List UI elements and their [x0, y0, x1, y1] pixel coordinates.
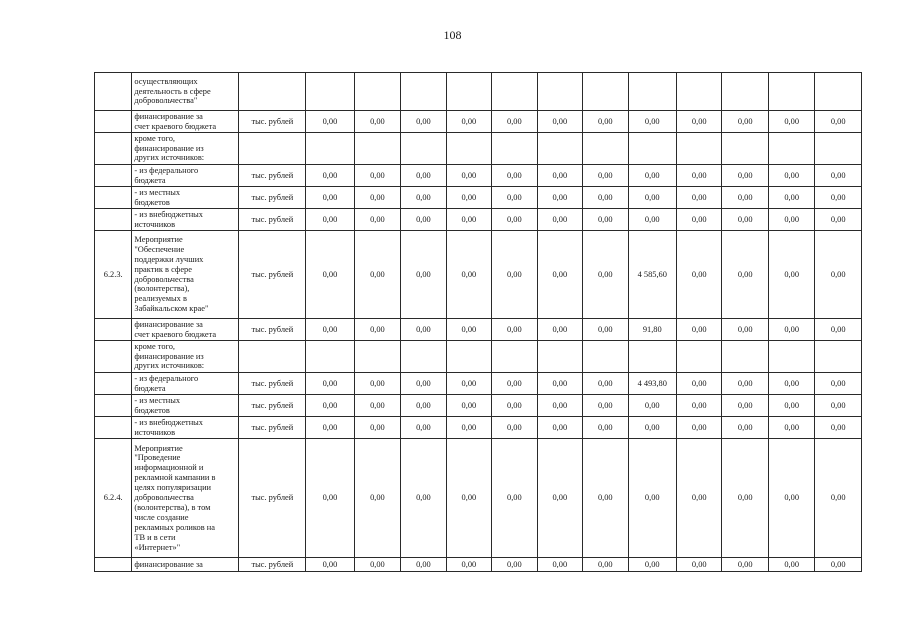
value-cell: 0,00: [768, 417, 814, 439]
value-cell: 0,00: [446, 187, 491, 209]
value-cell: 0,00: [354, 319, 400, 341]
value-cell: 0,00: [354, 111, 400, 133]
value-cell: [722, 73, 768, 111]
value-cell: 0,00: [401, 111, 446, 133]
value-cell: [306, 73, 355, 111]
table-row: [95, 133, 862, 165]
unit-cell: тыс. рублей: [239, 439, 306, 558]
value-cell: [446, 73, 491, 111]
unit-cell: тыс. рублей: [239, 558, 306, 572]
value-cell: 0,00: [677, 187, 722, 209]
value-cell: 0,00: [446, 231, 491, 319]
value-cell: 0,00: [306, 231, 355, 319]
value-cell: 0,00: [401, 187, 446, 209]
value-cell: 0,00: [446, 209, 491, 231]
value-cell: 0,00: [401, 209, 446, 231]
value-cell: 0,00: [306, 111, 355, 133]
value-cell: [354, 341, 400, 373]
table-row: [95, 395, 862, 417]
value-cell: [815, 133, 862, 165]
item-name-cell: кроме того, финансирование из других источников:: [132, 341, 239, 373]
value-cell: [677, 341, 722, 373]
table-row: [95, 231, 862, 319]
table-row: [95, 558, 862, 572]
value-cell: 0,00: [677, 209, 722, 231]
unit-cell: тыс. рублей: [239, 395, 306, 417]
value-cell: 0,00: [492, 231, 537, 319]
row-number-cell: [95, 73, 132, 111]
value-cell: 0,00: [768, 395, 814, 417]
unit-cell: [239, 133, 306, 165]
item-name-cell: финансирование за счет краевого бюджета: [132, 111, 239, 133]
value-cell: 0,00: [401, 395, 446, 417]
value-cell: 0,00: [768, 373, 814, 395]
value-cell: 0,00: [677, 319, 722, 341]
value-cell: 0,00: [768, 187, 814, 209]
value-cell: 0,00: [537, 439, 582, 558]
table-row: [95, 417, 862, 439]
value-cell: 0,00: [354, 395, 400, 417]
value-cell: 0,00: [306, 417, 355, 439]
row-number-cell: [95, 133, 132, 165]
value-cell: 0,00: [537, 395, 582, 417]
budget-table: [94, 72, 862, 572]
value-cell: [401, 133, 446, 165]
value-cell: [677, 73, 722, 111]
value-cell: 0,00: [677, 373, 722, 395]
value-cell: 0,00: [583, 165, 628, 187]
value-cell: 0,00: [401, 165, 446, 187]
value-cell: 0,00: [446, 417, 491, 439]
value-cell: 0,00: [492, 187, 537, 209]
value-cell: [722, 341, 768, 373]
value-cell: 0,00: [306, 439, 355, 558]
value-cell: 0,00: [722, 439, 768, 558]
value-cell: 0,00: [677, 417, 722, 439]
item-name-cell: финансирование за счет краевого бюджета: [132, 319, 239, 341]
value-cell: 0,00: [354, 373, 400, 395]
row-number-cell: [95, 417, 132, 439]
value-cell: [722, 133, 768, 165]
value-cell: 0,00: [677, 439, 722, 558]
value-cell: 0,00: [354, 187, 400, 209]
value-cell: 0,00: [628, 439, 677, 558]
value-cell: [815, 341, 862, 373]
value-cell: 0,00: [583, 417, 628, 439]
value-cell: 0,00: [722, 319, 768, 341]
value-cell: [583, 341, 628, 373]
value-cell: 0,00: [446, 395, 491, 417]
value-cell: [492, 73, 537, 111]
value-cell: 0,00: [354, 231, 400, 319]
value-cell: 0,00: [537, 187, 582, 209]
unit-cell: [239, 341, 306, 373]
value-cell: [492, 341, 537, 373]
row-number-cell: [95, 187, 132, 209]
value-cell: 0,00: [628, 395, 677, 417]
unit-cell: [239, 73, 306, 111]
value-cell: 0,00: [537, 209, 582, 231]
row-number-cell: [95, 111, 132, 133]
unit-cell: тыс. рублей: [239, 417, 306, 439]
unit-cell: тыс. рублей: [239, 231, 306, 319]
table-row: [95, 319, 862, 341]
value-cell: [537, 341, 582, 373]
value-cell: 0,00: [722, 165, 768, 187]
value-cell: 0,00: [537, 165, 582, 187]
value-cell: 0,00: [628, 165, 677, 187]
value-cell: 0,00: [446, 165, 491, 187]
value-cell: 0,00: [815, 558, 862, 572]
item-name-cell: кроме того, финансирование из других источников:: [132, 133, 239, 165]
value-cell: 0,00: [768, 165, 814, 187]
item-name-cell: осуществляющих деятельность в сфере добровольчества": [132, 73, 239, 111]
value-cell: [446, 341, 491, 373]
row-number-cell: [95, 319, 132, 341]
table-row: [95, 373, 862, 395]
value-cell: 0,00: [583, 558, 628, 572]
row-number-cell: 6.2.4.: [95, 439, 132, 558]
value-cell: 0,00: [401, 319, 446, 341]
value-cell: 0,00: [768, 209, 814, 231]
unit-cell: тыс. рублей: [239, 373, 306, 395]
value-cell: 0,00: [354, 165, 400, 187]
unit-cell: тыс. рублей: [239, 319, 306, 341]
value-cell: 0,00: [583, 373, 628, 395]
value-cell: [768, 341, 814, 373]
value-cell: 0,00: [537, 111, 582, 133]
value-cell: 0,00: [722, 209, 768, 231]
value-cell: 0,00: [815, 395, 862, 417]
value-cell: 0,00: [768, 319, 814, 341]
value-cell: 0,00: [815, 439, 862, 558]
value-cell: 0,00: [628, 558, 677, 572]
value-cell: 0,00: [583, 187, 628, 209]
value-cell: [306, 133, 355, 165]
value-cell: [492, 133, 537, 165]
row-number-cell: [95, 209, 132, 231]
value-cell: 0,00: [537, 319, 582, 341]
value-cell: 0,00: [306, 165, 355, 187]
value-cell: [815, 73, 862, 111]
row-number-cell: [95, 395, 132, 417]
value-cell: 4 493,80: [628, 373, 677, 395]
value-cell: 0,00: [628, 111, 677, 133]
table-row: [95, 187, 862, 209]
value-cell: 0,00: [401, 373, 446, 395]
value-cell: 0,00: [583, 111, 628, 133]
value-cell: 0,00: [446, 373, 491, 395]
row-number-cell: 6.2.3.: [95, 231, 132, 319]
value-cell: 0,00: [537, 417, 582, 439]
value-cell: 0,00: [306, 395, 355, 417]
value-cell: 0,00: [492, 209, 537, 231]
value-cell: [768, 73, 814, 111]
value-cell: [628, 73, 677, 111]
value-cell: 0,00: [492, 417, 537, 439]
value-cell: 0,00: [354, 439, 400, 558]
value-cell: 0,00: [722, 373, 768, 395]
table-row: [95, 73, 862, 111]
value-cell: 0,00: [401, 231, 446, 319]
value-cell: 0,00: [354, 209, 400, 231]
item-name-cell: - из местных бюджетов: [132, 187, 239, 209]
value-cell: 0,00: [815, 165, 862, 187]
value-cell: 0,00: [306, 373, 355, 395]
table-row: [95, 439, 862, 558]
value-cell: 0,00: [354, 417, 400, 439]
item-name-cell: - из федерального бюджета: [132, 373, 239, 395]
value-cell: 0,00: [815, 417, 862, 439]
value-cell: [537, 73, 582, 111]
value-cell: [354, 133, 400, 165]
table-row: [95, 341, 862, 373]
value-cell: 0,00: [722, 395, 768, 417]
value-cell: 0,00: [815, 373, 862, 395]
value-cell: 0,00: [537, 558, 582, 572]
value-cell: 0,00: [583, 439, 628, 558]
value-cell: [306, 341, 355, 373]
value-cell: 0,00: [583, 395, 628, 417]
value-cell: [768, 133, 814, 165]
value-cell: 0,00: [583, 231, 628, 319]
value-cell: 0,00: [677, 558, 722, 572]
item-name-cell: финансирование за: [132, 558, 239, 572]
value-cell: 0,00: [583, 319, 628, 341]
value-cell: 0,00: [492, 319, 537, 341]
value-cell: 0,00: [768, 111, 814, 133]
value-cell: 0,00: [401, 439, 446, 558]
value-cell: [628, 133, 677, 165]
value-cell: 0,00: [628, 209, 677, 231]
value-cell: [583, 133, 628, 165]
unit-cell: тыс. рублей: [239, 209, 306, 231]
value-cell: 4 585,60: [628, 231, 677, 319]
value-cell: 0,00: [768, 231, 814, 319]
value-cell: 0,00: [401, 558, 446, 572]
value-cell: 0,00: [722, 558, 768, 572]
value-cell: 0,00: [628, 187, 677, 209]
value-cell: 0,00: [446, 439, 491, 558]
value-cell: 0,00: [537, 231, 582, 319]
value-cell: 0,00: [306, 558, 355, 572]
value-cell: 0,00: [768, 558, 814, 572]
value-cell: 0,00: [815, 209, 862, 231]
value-cell: 0,00: [492, 395, 537, 417]
value-cell: 0,00: [354, 558, 400, 572]
unit-cell: тыс. рублей: [239, 165, 306, 187]
value-cell: 0,00: [722, 111, 768, 133]
page-number: 108: [443, 28, 462, 42]
value-cell: 0,00: [583, 209, 628, 231]
row-number-cell: [95, 341, 132, 373]
row-number-cell: [95, 373, 132, 395]
value-cell: 0,00: [492, 439, 537, 558]
value-cell: 0,00: [815, 231, 862, 319]
value-cell: [677, 133, 722, 165]
item-name-cell: - из внебюджетных источников: [132, 209, 239, 231]
unit-cell: тыс. рублей: [239, 111, 306, 133]
value-cell: 0,00: [492, 111, 537, 133]
value-cell: 0,00: [401, 417, 446, 439]
value-cell: 0,00: [677, 395, 722, 417]
value-cell: 0,00: [446, 319, 491, 341]
value-cell: 0,00: [628, 417, 677, 439]
table-row: [95, 165, 862, 187]
value-cell: 0,00: [446, 111, 491, 133]
value-cell: 0,00: [677, 165, 722, 187]
value-cell: 0,00: [446, 558, 491, 572]
value-cell: [401, 341, 446, 373]
item-name-cell: Мероприятие "Обеспечение поддержки лучших практик в сфере добровольчества (волонтерства), реализуемых в Забайкальском крае": [132, 231, 239, 319]
value-cell: 91,80: [628, 319, 677, 341]
value-cell: 0,00: [492, 373, 537, 395]
value-cell: [354, 73, 400, 111]
value-cell: 0,00: [677, 111, 722, 133]
value-cell: [583, 73, 628, 111]
item-name-cell: - из местных бюджетов: [132, 395, 239, 417]
value-cell: 0,00: [722, 187, 768, 209]
value-cell: 0,00: [722, 417, 768, 439]
value-cell: [537, 133, 582, 165]
item-name-cell: - из внебюджетных источников: [132, 417, 239, 439]
value-cell: 0,00: [306, 319, 355, 341]
item-name-cell: Мероприятие "Проведение информационной и рекламной кампании в целях популяризации добровольчества (волонтерства), в том числе создание рекламных роликов на ТВ и в сети «Интернет»": [132, 439, 239, 558]
value-cell: 0,00: [815, 111, 862, 133]
value-cell: [401, 73, 446, 111]
value-cell: 0,00: [815, 319, 862, 341]
table-row: [95, 209, 862, 231]
value-cell: 0,00: [722, 231, 768, 319]
value-cell: [446, 133, 491, 165]
row-number-cell: [95, 558, 132, 572]
row-number-cell: [95, 165, 132, 187]
table-row: [95, 111, 862, 133]
value-cell: [628, 341, 677, 373]
unit-cell: тыс. рублей: [239, 187, 306, 209]
value-cell: 0,00: [677, 231, 722, 319]
value-cell: 0,00: [815, 187, 862, 209]
value-cell: 0,00: [537, 373, 582, 395]
item-name-cell: - из федерального бюджета: [132, 165, 239, 187]
value-cell: 0,00: [768, 439, 814, 558]
value-cell: 0,00: [492, 558, 537, 572]
value-cell: 0,00: [306, 187, 355, 209]
value-cell: 0,00: [306, 209, 355, 231]
value-cell: 0,00: [492, 165, 537, 187]
